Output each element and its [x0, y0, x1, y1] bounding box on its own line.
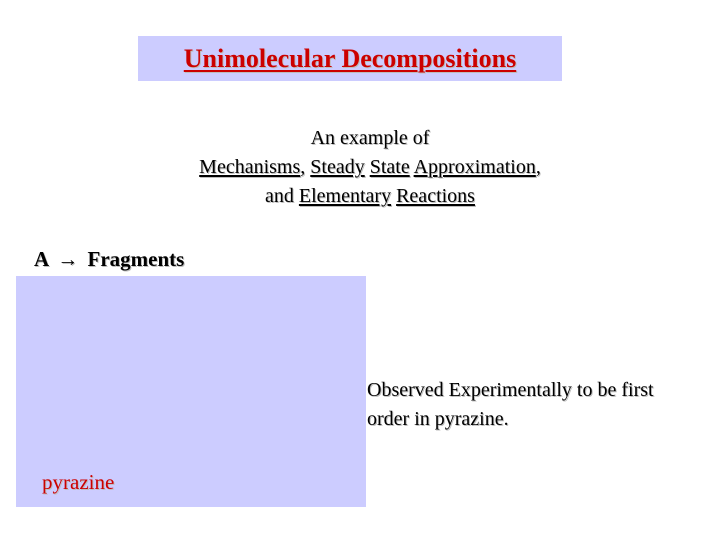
subtitle: [130, 124, 610, 211]
separator: ,: [300, 156, 311, 178]
molecule-image-panel: [16, 276, 366, 507]
term-state: State: [369, 156, 410, 178]
observation-text: Observed Experimentally to be first order in pyrazine.: [367, 379, 654, 430]
subtitle-line-2: [130, 153, 610, 182]
term-steady: Steady: [310, 156, 365, 178]
subtitle-line-1: An example of: [310, 127, 430, 149]
term-elementary: Elementary: [298, 185, 392, 207]
term-reactions: Reactions: [396, 185, 475, 207]
subtitle-and: and: [265, 185, 299, 207]
term-mechanisms: Mechanisms: [199, 156, 301, 178]
reaction-equation: [34, 247, 184, 272]
product: Fragments: [87, 247, 185, 271]
pyrazine-label: pyrazine: [42, 470, 115, 494]
reaction-arrow-icon: →: [57, 247, 79, 271]
reactant: A: [34, 247, 49, 271]
separator: ,: [535, 156, 541, 178]
subtitle-line-3: [130, 182, 610, 211]
term-approximation: Approximation: [413, 156, 536, 178]
slide-title: Unimolecular Decompositions: [183, 43, 517, 73]
title-box: [138, 36, 562, 81]
